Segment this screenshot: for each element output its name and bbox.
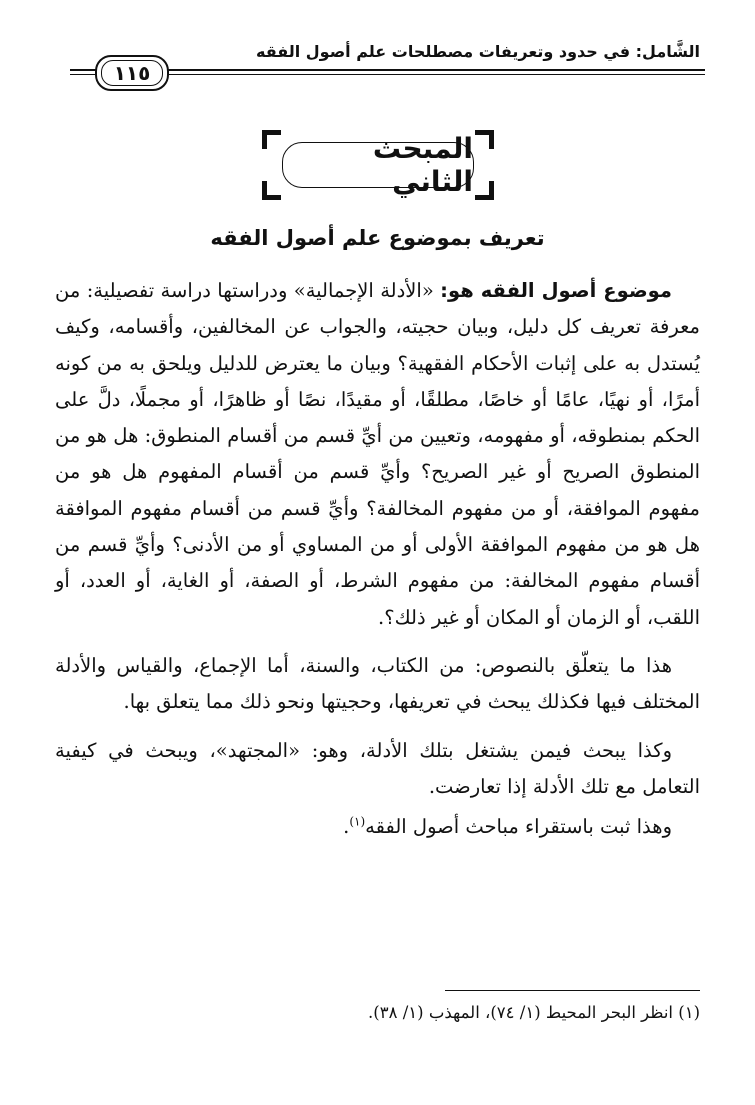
footnote bbox=[55, 1001, 700, 1025]
section-title-box bbox=[282, 132, 474, 198]
body-text bbox=[55, 273, 700, 845]
paragraph-conclusion bbox=[55, 809, 700, 845]
paragraph-end: . bbox=[343, 815, 350, 839]
footnote-separator bbox=[445, 990, 700, 991]
running-title: الشَّامل: في حدود وتعريفات مصطلحات علم أصول الفقه bbox=[256, 42, 700, 61]
paragraph-text: «الأدلة الإجمالية» ودراستها دراسة تفصيلية: من معرفة تعريف كل دليل، وبيان حجيته، والجواب عن المخالفين، وأقسامه، وكيف يُستدل به على إثبات الأحكام الفقهية؟ وبيان ما يعترض للدليل ويلحق به من كونه أمرًا، أو نهيًا، عامًا أو خاصًا، مطلقًا، أو مقيدًا، نصًا أو ظاهرًا، أو مجملًا، دلَّ على الحكم بمنطوقه، أو مفهومه، وتعيين من أيِّ قسم من أقسام المنطوق: هل هو من المنطوق الصريح أو غير الصريح؟ وأيِّ قسم من أقسام المفهوم هل هو من مفهوم الموافقة، أو من مفهوم المخالفة؟ وأيِّ قسم من أقسام مفهوم الموافقة هل هو من مفهوم الموافقة الأولى أو من المساوي أو من الأدنى؟ وأيِّ قسم من أقسام مفهوم المخالفة: من مفهوم الشرط، أو الصفة، أو الغاية، أو العدد، أو اللقب، أو الزمان أو المكان أو غير ذلك؟. bbox=[55, 279, 700, 629]
frame-corner-ornament bbox=[475, 181, 494, 200]
paragraph-texts: هذا ما يتعلّق بالنصوص: من الكتاب، والسنة، أما الإجماع، والقياس والأدلة المختلف فيها فكذلك يبحث في تعريفها، وحجيتها ونحو ذلك مما يتعلق بها. bbox=[55, 653, 700, 714]
subheading: تعريف بموضوع علم أصول الفقه bbox=[210, 226, 545, 250]
section-heading: المبحث الثاني bbox=[372, 132, 473, 198]
footnote-marker: (١) bbox=[678, 1003, 700, 1022]
paragraph-mujtahid: وكذا يبحث فيمن يشتغل بتلك الأدلة، وهو: «المجتهد»، ويبحث في كيفية التعامل مع تلك الأدلة إذا تعارضت. bbox=[55, 738, 700, 798]
paragraph-lead: موضوع أصول الفقه هو: bbox=[440, 279, 672, 302]
section-title-frame bbox=[262, 130, 494, 200]
page-number: ١١٥ bbox=[95, 55, 169, 91]
frame-corner-ornament bbox=[475, 130, 494, 149]
paragraph-text: وهذا ثبت باستقراء مباحث أصول الفقه bbox=[365, 815, 672, 839]
frame-corner-ornament bbox=[262, 181, 281, 200]
footnote-reference[interactable]: (١) bbox=[349, 814, 366, 829]
footnote-text: انظر البحر المحيط (١/ ٧٤)، المهذب (١/ ٣٨). bbox=[368, 1003, 673, 1022]
frame-corner-ornament bbox=[262, 130, 281, 149]
paragraph-subject bbox=[55, 273, 700, 636]
